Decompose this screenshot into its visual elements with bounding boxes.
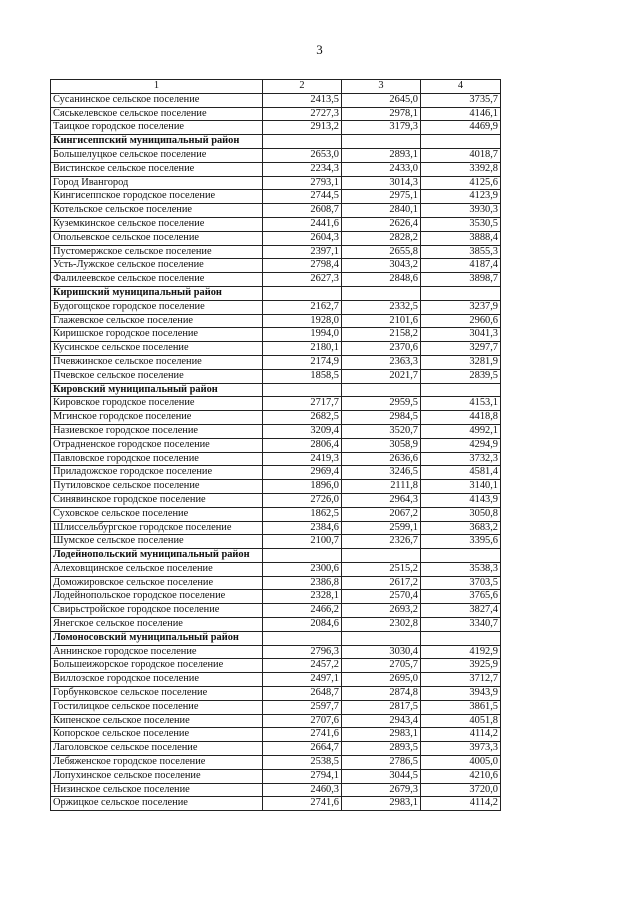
value-cell-col-2: 2386,8 [263, 576, 342, 590]
value-cell-col-4: 4114,2 [421, 728, 501, 742]
value-cell-col-3: 2695,0 [342, 673, 421, 687]
value-cell-col-2: 2538,5 [263, 756, 342, 770]
value-cell-col-3: 2828,2 [342, 231, 421, 245]
settlement-name: Суховское сельское поселение [51, 507, 263, 521]
table-row [51, 259, 501, 273]
value-cell-col-3: 3014,3 [342, 176, 421, 190]
district-header-row [51, 286, 501, 300]
value-cell-col-3: 2893,5 [342, 742, 421, 756]
value-cell-col-4: 4143,9 [421, 493, 501, 507]
value-cell-col-3: 2984,5 [342, 411, 421, 425]
settlement-name: Киришское городское поселение [51, 328, 263, 342]
value-cell-col-4: 4192,9 [421, 645, 501, 659]
value-cell-col-3: 2363,3 [342, 355, 421, 369]
district-name: Кингисеппский муниципальный район [51, 135, 263, 149]
value-cell-col-2: 2180,1 [263, 342, 342, 356]
settlement-name: Котельское сельское поселение [51, 204, 263, 218]
value-cell-col-2: 2597,7 [263, 700, 342, 714]
value-cell-col-2: 2653,0 [263, 148, 342, 162]
value-cell-col-4: 3735,7 [421, 93, 501, 107]
value-cell-col-2: 2682,5 [263, 411, 342, 425]
settlement-name: Куземкинское сельское поселение [51, 217, 263, 231]
value-cell-col-4: 3703,5 [421, 576, 501, 590]
settlement-name: Синявинское городское поселение [51, 493, 263, 507]
value-cell-col-4: 3237,9 [421, 300, 501, 314]
page-number: 3 [316, 42, 323, 57]
value-cell-col-2: 2419,3 [263, 452, 342, 466]
value-cell-col-2: 1862,5 [263, 507, 342, 521]
value-cell-col-2: 2744,5 [263, 190, 342, 204]
value-cell-col-4: 3855,3 [421, 245, 501, 259]
value-cell-col-4: 3925,9 [421, 659, 501, 673]
empty-cell [421, 286, 501, 300]
value-cell-col-4: 3898,7 [421, 273, 501, 287]
empty-cell [263, 286, 342, 300]
value-cell-col-4: 3392,8 [421, 162, 501, 176]
value-cell-col-4: 3732,3 [421, 452, 501, 466]
value-cell-col-4: 4018,7 [421, 148, 501, 162]
value-cell-col-4: 3930,3 [421, 204, 501, 218]
value-cell-col-3: 2617,2 [342, 576, 421, 590]
settlement-name: Доможировское сельское поселение [51, 576, 263, 590]
district-name: Кировский муниципальный район [51, 383, 263, 397]
table-row [51, 300, 501, 314]
table-row [51, 411, 501, 425]
table-row [51, 107, 501, 121]
value-cell-col-4: 3041,3 [421, 328, 501, 342]
value-cell-col-4: 3340,7 [421, 618, 501, 632]
table-header-row [51, 80, 501, 94]
value-cell-col-2: 2806,4 [263, 438, 342, 452]
settlement-name: Пустомержское сельское поселение [51, 245, 263, 259]
value-cell-col-4: 4123,9 [421, 190, 501, 204]
empty-cell [342, 549, 421, 563]
value-cell-col-4: 3888,4 [421, 231, 501, 245]
value-cell-col-3: 2655,8 [342, 245, 421, 259]
table-row [51, 328, 501, 342]
value-cell-col-4: 4294,9 [421, 438, 501, 452]
settlement-name: Кипенское сельское поселение [51, 714, 263, 728]
value-cell-col-3: 2599,1 [342, 521, 421, 535]
table-row [51, 273, 501, 287]
district-name: Лодейнопольский муниципальный район [51, 549, 263, 563]
value-cell-col-2: 2717,7 [263, 397, 342, 411]
data-table [50, 79, 501, 811]
value-cell-col-3: 3043,2 [342, 259, 421, 273]
value-cell-col-4: 3827,4 [421, 604, 501, 618]
settlement-name: Аннинское городское поселение [51, 645, 263, 659]
settlement-name: Гостилицкое сельское поселение [51, 700, 263, 714]
value-cell-col-3: 2158,2 [342, 328, 421, 342]
value-cell-col-3: 3520,7 [342, 424, 421, 438]
table-row [51, 176, 501, 190]
settlement-name: Лопухинское сельское поселение [51, 769, 263, 783]
value-cell-col-3: 2645,0 [342, 93, 421, 107]
value-cell-col-4: 4418,8 [421, 411, 501, 425]
value-cell-col-3: 2101,6 [342, 314, 421, 328]
settlement-name: Большелуцкое сельское поселение [51, 148, 263, 162]
table-row [51, 342, 501, 356]
value-cell-col-3: 3058,9 [342, 438, 421, 452]
value-cell-col-4: 3140,1 [421, 480, 501, 494]
value-cell-col-2: 2397,1 [263, 245, 342, 259]
value-cell-col-2: 1858,5 [263, 369, 342, 383]
value-cell-col-4: 4005,0 [421, 756, 501, 770]
empty-cell [421, 549, 501, 563]
value-cell-col-4: 4146,1 [421, 107, 501, 121]
table-row [51, 190, 501, 204]
empty-cell [263, 549, 342, 563]
value-cell-col-2: 2084,6 [263, 618, 342, 632]
empty-cell [342, 286, 421, 300]
value-cell-col-4: 3538,3 [421, 562, 501, 576]
value-cell-col-3: 2626,4 [342, 217, 421, 231]
district-header-row [51, 135, 501, 149]
value-cell-col-2: 2794,1 [263, 769, 342, 783]
table-row [51, 797, 501, 811]
value-cell-col-3: 2302,8 [342, 618, 421, 632]
value-cell-col-3: 2978,1 [342, 107, 421, 121]
value-cell-col-3: 2693,2 [342, 604, 421, 618]
value-cell-col-2: 2457,2 [263, 659, 342, 673]
settlement-name: Лодейнопольское городское поселение [51, 590, 263, 604]
value-cell-col-3: 2679,3 [342, 783, 421, 797]
value-cell-col-2: 2328,1 [263, 590, 342, 604]
empty-cell [421, 631, 501, 645]
value-cell-col-2: 2384,6 [263, 521, 342, 535]
value-cell-col-3: 2943,4 [342, 714, 421, 728]
settlement-name: Приладожское городское поселение [51, 466, 263, 480]
value-cell-col-2: 2726,0 [263, 493, 342, 507]
value-cell-col-2: 2441,6 [263, 217, 342, 231]
value-cell-col-4: 3683,2 [421, 521, 501, 535]
value-cell-col-4: 4210,6 [421, 769, 501, 783]
empty-cell [342, 383, 421, 397]
empty-cell [263, 631, 342, 645]
table-row [51, 314, 501, 328]
value-cell-col-3: 2817,5 [342, 700, 421, 714]
value-cell-col-2: 2300,6 [263, 562, 342, 576]
value-cell-col-2: 2162,7 [263, 300, 342, 314]
settlement-name: Виллозское городское поселение [51, 673, 263, 687]
settlement-name: Сусанинское сельское поселение [51, 93, 263, 107]
value-cell-col-3: 2874,8 [342, 687, 421, 701]
settlement-name: Копорское сельское поселение [51, 728, 263, 742]
value-cell-col-2: 2798,4 [263, 259, 342, 273]
empty-cell [342, 631, 421, 645]
value-cell-col-2: 2969,4 [263, 466, 342, 480]
value-cell-col-3: 2786,5 [342, 756, 421, 770]
value-cell-col-2: 2793,1 [263, 176, 342, 190]
value-cell-col-2: 2648,7 [263, 687, 342, 701]
value-cell-col-2: 2413,5 [263, 93, 342, 107]
value-cell-col-4: 3281,9 [421, 355, 501, 369]
value-cell-col-3: 2570,4 [342, 590, 421, 604]
value-cell-col-4: 4125,6 [421, 176, 501, 190]
column-header-1: 1 [51, 80, 263, 94]
value-cell-col-2: 2466,2 [263, 604, 342, 618]
table-row [51, 245, 501, 259]
empty-cell [421, 135, 501, 149]
value-cell-col-3: 2332,5 [342, 300, 421, 314]
value-cell-col-4: 4051,8 [421, 714, 501, 728]
empty-cell [263, 135, 342, 149]
value-cell-col-4: 3395,6 [421, 535, 501, 549]
table-row [51, 535, 501, 549]
value-cell-col-4: 3861,5 [421, 700, 501, 714]
value-cell-col-2: 2100,7 [263, 535, 342, 549]
table-row [51, 204, 501, 218]
table-row [51, 93, 501, 107]
value-cell-col-3: 3179,3 [342, 121, 421, 135]
value-cell-col-4: 4581,4 [421, 466, 501, 480]
empty-cell [342, 135, 421, 149]
settlement-name: Усть-Лужское сельское поселение [51, 259, 263, 273]
table-row [51, 480, 501, 494]
value-cell-col-3: 2959,5 [342, 397, 421, 411]
value-cell-col-3: 3044,5 [342, 769, 421, 783]
settlement-name: Кусинское сельское поселение [51, 342, 263, 356]
value-cell-col-4: 3765,6 [421, 590, 501, 604]
district-name: Киришский муниципальный район [51, 286, 263, 300]
settlement-name: Алеховщинское сельское поселение [51, 562, 263, 576]
settlement-name: Отрадненское городское поселение [51, 438, 263, 452]
value-cell-col-3: 2515,2 [342, 562, 421, 576]
value-cell-col-3: 2021,7 [342, 369, 421, 383]
value-cell-col-2: 2741,6 [263, 728, 342, 742]
value-cell-col-2: 2707,6 [263, 714, 342, 728]
value-cell-col-4: 3973,3 [421, 742, 501, 756]
value-cell-col-4: 2839,5 [421, 369, 501, 383]
column-header-3: 3 [342, 80, 421, 94]
value-cell-col-2: 2497,1 [263, 673, 342, 687]
settlement-name: Лебяженское городское поселение [51, 756, 263, 770]
empty-cell [421, 383, 501, 397]
table-row [51, 687, 501, 701]
value-cell-col-2: 2604,3 [263, 231, 342, 245]
value-cell-col-3: 3030,4 [342, 645, 421, 659]
settlement-name: Город Ивангород [51, 176, 263, 190]
settlement-name: Фалилеевское сельское поселение [51, 273, 263, 287]
value-cell-col-2: 1896,0 [263, 480, 342, 494]
table-row [51, 438, 501, 452]
value-cell-col-3: 2893,1 [342, 148, 421, 162]
settlement-name: Свирьстройское городское поселение [51, 604, 263, 618]
value-cell-col-2: 2460,3 [263, 783, 342, 797]
value-cell-col-3: 2964,3 [342, 493, 421, 507]
value-cell-col-4: 3530,5 [421, 217, 501, 231]
settlement-name: Большеижорское городское поселение [51, 659, 263, 673]
table-row [51, 493, 501, 507]
settlement-name: Шлиссельбургское городское поселение [51, 521, 263, 535]
table-row [51, 507, 501, 521]
value-cell-col-3: 2636,6 [342, 452, 421, 466]
value-cell-col-3: 2433,0 [342, 162, 421, 176]
table-row [51, 645, 501, 659]
value-cell-col-2: 2796,3 [263, 645, 342, 659]
settlement-name: Сяськелевское сельское поселение [51, 107, 263, 121]
value-cell-col-2: 2234,3 [263, 162, 342, 176]
value-cell-col-4: 3943,9 [421, 687, 501, 701]
table-row [51, 728, 501, 742]
value-cell-col-2: 1994,0 [263, 328, 342, 342]
table-row [51, 673, 501, 687]
settlement-name: Лаголовское сельское поселение [51, 742, 263, 756]
table-body [51, 93, 501, 810]
table-row [51, 452, 501, 466]
value-cell-col-2: 3209,4 [263, 424, 342, 438]
column-header-2: 2 [263, 80, 342, 94]
settlement-name: Павловское городское поселение [51, 452, 263, 466]
value-cell-col-4: 4187,4 [421, 259, 501, 273]
settlement-name: Вистинское сельское поселение [51, 162, 263, 176]
table-row [51, 604, 501, 618]
value-cell-col-3: 2840,1 [342, 204, 421, 218]
settlement-name: Путиловское сельское поселение [51, 480, 263, 494]
value-cell-col-3: 2983,1 [342, 797, 421, 811]
value-cell-col-4: 2960,6 [421, 314, 501, 328]
table-row [51, 769, 501, 783]
table-row [51, 397, 501, 411]
table-row [51, 148, 501, 162]
value-cell-col-3: 2111,8 [342, 480, 421, 494]
table-row [51, 618, 501, 632]
value-cell-col-2: 2174,9 [263, 355, 342, 369]
district-header-row [51, 631, 501, 645]
value-cell-col-3: 2975,1 [342, 190, 421, 204]
district-header-row [51, 383, 501, 397]
table-row [51, 521, 501, 535]
value-cell-col-4: 4992,1 [421, 424, 501, 438]
settlement-name: Низинское сельское поселение [51, 783, 263, 797]
settlement-name: Назиевское городское поселение [51, 424, 263, 438]
value-cell-col-2: 2727,3 [263, 107, 342, 121]
value-cell-col-2: 1928,0 [263, 314, 342, 328]
table-row [51, 756, 501, 770]
value-cell-col-4: 3050,8 [421, 507, 501, 521]
table-row [51, 590, 501, 604]
table-row [51, 659, 501, 673]
table-row [51, 121, 501, 135]
table-row [51, 466, 501, 480]
settlement-name: Будогощское городское поселение [51, 300, 263, 314]
district-header-row [51, 549, 501, 563]
settlement-name: Кингисеппское городское поселение [51, 190, 263, 204]
settlement-name: Опольевское сельское поселение [51, 231, 263, 245]
value-cell-col-3: 2326,7 [342, 535, 421, 549]
table-row [51, 369, 501, 383]
value-cell-col-4: 4114,2 [421, 797, 501, 811]
value-cell-col-4: 4469,9 [421, 121, 501, 135]
value-cell-col-3: 2370,6 [342, 342, 421, 356]
value-cell-col-4: 4153,1 [421, 397, 501, 411]
district-name: Ломоносовский муниципальный район [51, 631, 263, 645]
table-row [51, 424, 501, 438]
settlement-name: Мгинское городское поселение [51, 411, 263, 425]
value-cell-col-3: 2705,7 [342, 659, 421, 673]
value-cell-col-4: 3720,0 [421, 783, 501, 797]
table-row [51, 562, 501, 576]
value-cell-col-4: 3297,7 [421, 342, 501, 356]
settlement-name: Кировское городское поселение [51, 397, 263, 411]
table-row [51, 714, 501, 728]
value-cell-col-4: 3712,7 [421, 673, 501, 687]
table-row [51, 783, 501, 797]
settlement-name: Пчевское сельское поселение [51, 369, 263, 383]
settlement-name: Оржицкое сельское поселение [51, 797, 263, 811]
table-row [51, 700, 501, 714]
table-row [51, 742, 501, 756]
settlement-name: Пчевжинское сельское поселение [51, 355, 263, 369]
value-cell-col-2: 2608,7 [263, 204, 342, 218]
settlement-name: Горбунковское сельское поселение [51, 687, 263, 701]
table-row [51, 355, 501, 369]
table-row [51, 162, 501, 176]
value-cell-col-2: 2741,6 [263, 797, 342, 811]
value-cell-col-3: 3246,5 [342, 466, 421, 480]
table-row [51, 576, 501, 590]
empty-cell [263, 383, 342, 397]
value-cell-col-3: 2848,6 [342, 273, 421, 287]
table-row [51, 217, 501, 231]
settlement-name: Таицкое городское поселение [51, 121, 263, 135]
settlement-name: Глажевское сельское поселение [51, 314, 263, 328]
value-cell-col-2: 2913,2 [263, 121, 342, 135]
value-cell-col-2: 2664,7 [263, 742, 342, 756]
value-cell-col-2: 2627,3 [263, 273, 342, 287]
value-cell-col-3: 2983,1 [342, 728, 421, 742]
table-row [51, 231, 501, 245]
column-header-4: 4 [421, 80, 501, 94]
settlement-name: Шумское сельское поселение [51, 535, 263, 549]
value-cell-col-3: 2067,2 [342, 507, 421, 521]
settlement-name: Янегское сельское поселение [51, 618, 263, 632]
